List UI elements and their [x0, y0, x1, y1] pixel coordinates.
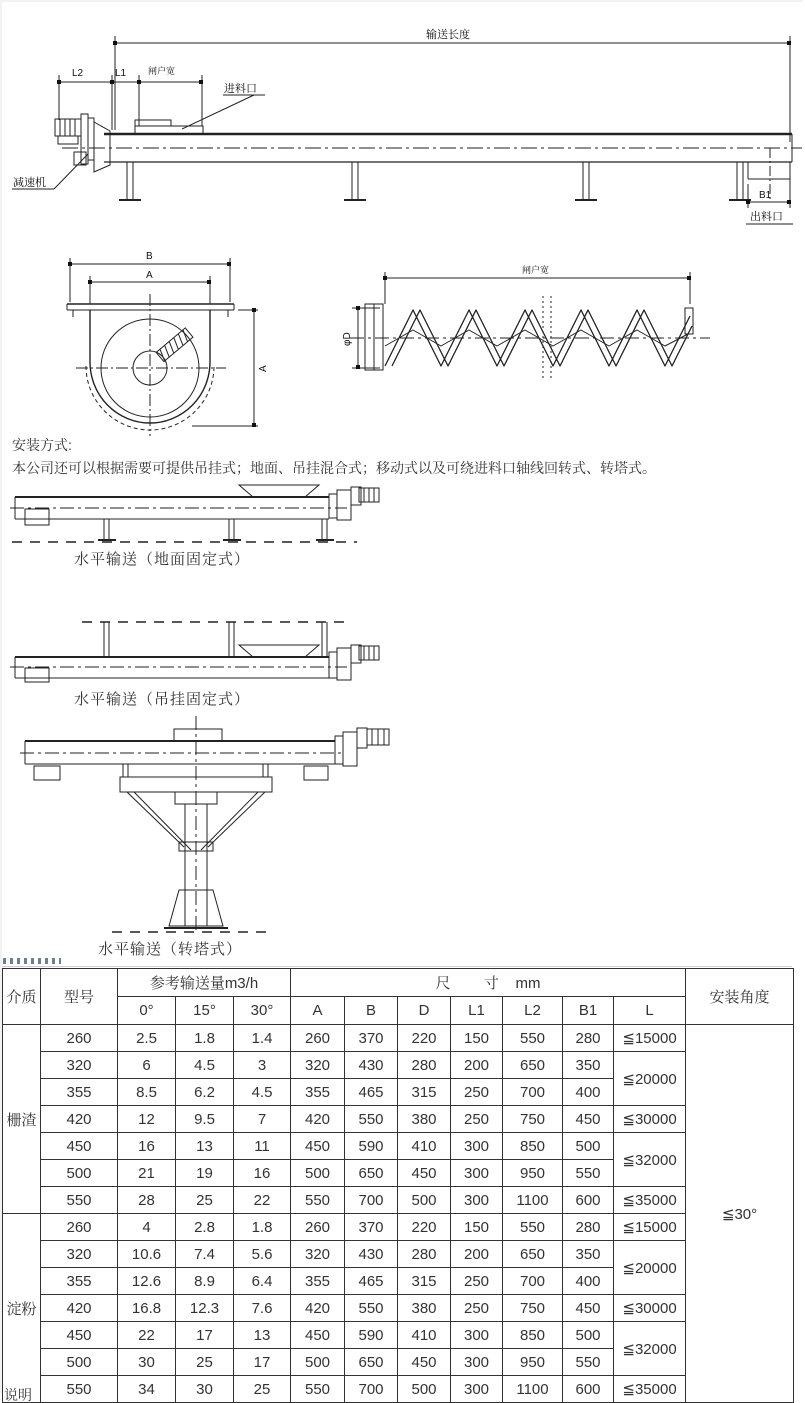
- cell-B1: 550: [563, 1349, 614, 1376]
- header-dim-B1: B1: [563, 997, 614, 1025]
- cell-L: ≦20000: [614, 1052, 686, 1106]
- cell-D: 450: [398, 1160, 451, 1187]
- dimension-markers: [68, 262, 256, 427]
- clipped-text-artifact: [3, 958, 61, 964]
- header-dim-L: L: [614, 997, 686, 1025]
- cell-L2: 750: [503, 1295, 563, 1322]
- cell-A: 355: [291, 1268, 345, 1295]
- label-inlet: 进料口: [224, 83, 257, 95]
- cell-A: 420: [291, 1106, 345, 1133]
- cell-B: 550: [345, 1106, 398, 1133]
- cell-L2: 850: [503, 1322, 563, 1349]
- cell-q0: 10.6: [118, 1241, 176, 1268]
- cell-A: 320: [291, 1052, 345, 1079]
- cell-B: 430: [345, 1052, 398, 1079]
- cell-q0: 8.5: [118, 1079, 176, 1106]
- spec-table-header: [3, 969, 794, 1025]
- cell-D: 315: [398, 1079, 451, 1106]
- cell-B: 465: [345, 1079, 398, 1106]
- tube-outline: [62, 120, 802, 162]
- cell-q30: 1.8: [234, 1214, 291, 1241]
- cell-B: 700: [345, 1187, 398, 1214]
- cell-B1: 600: [563, 1187, 614, 1214]
- cell-L1: 300: [451, 1160, 503, 1187]
- cell-D: 280: [398, 1052, 451, 1079]
- header-dim-L2: L2: [503, 997, 563, 1025]
- cell-B: 700: [345, 1376, 398, 1403]
- dim-label-a-top: A: [146, 270, 153, 281]
- cell-q30: 16: [234, 1160, 291, 1187]
- cell-model: 320: [41, 1052, 118, 1079]
- cell-B: 550: [345, 1295, 398, 1322]
- cell-A: 260: [291, 1214, 345, 1241]
- cell-B1: 280: [563, 1214, 614, 1241]
- cell-L: ≦32000: [614, 1322, 686, 1376]
- cell-L: ≦15000: [614, 1025, 686, 1052]
- cell-model: 355: [41, 1079, 118, 1106]
- cell-q30: 5.6: [234, 1241, 291, 1268]
- cell-L: ≦15000: [614, 1214, 686, 1241]
- cell-B: 590: [345, 1322, 398, 1349]
- cell-L2: 750: [503, 1106, 563, 1133]
- cell-L1: 300: [451, 1133, 503, 1160]
- cell-A: 500: [291, 1160, 345, 1187]
- cell-q15: 1.8: [176, 1025, 234, 1052]
- header-dim-A: A: [291, 997, 345, 1025]
- table-row: [3, 1241, 794, 1268]
- cell-angle: ≦30°: [686, 1025, 794, 1403]
- screw-body: [350, 296, 710, 381]
- header-angle: 安装角度: [686, 969, 794, 1025]
- divider-line: [2, 966, 792, 967]
- cell-L2: 650: [503, 1241, 563, 1268]
- cell-q30: 7.6: [234, 1295, 291, 1322]
- cell-q15: 2.8: [176, 1214, 234, 1241]
- cell-A: 450: [291, 1133, 345, 1160]
- support-legs: [119, 162, 751, 200]
- cell-B1: 600: [563, 1376, 614, 1403]
- install-method-description: 本公司还可以根据需要可提供吊挂式；地面、吊挂混合式；移动式以及可绕进料口轴线回转式、转塔式。: [12, 460, 656, 476]
- cell-model: 260: [41, 1025, 118, 1052]
- cell-L1: 150: [451, 1025, 503, 1052]
- spec-table-container: [2, 968, 794, 1403]
- cell-B1: 500: [563, 1133, 614, 1160]
- cell-q15: 25: [176, 1187, 234, 1214]
- cell-A: 450: [291, 1322, 345, 1349]
- cell-L2: 1100: [503, 1187, 563, 1214]
- cell-model: 260: [41, 1214, 118, 1241]
- dim-label-l1: L1: [115, 68, 127, 79]
- cell-model: 450: [41, 1133, 118, 1160]
- table-row: [3, 1295, 794, 1322]
- cell-D: 380: [398, 1106, 451, 1133]
- main-side-view-drawing: [2, 2, 805, 236]
- cell-q15: 9.5: [176, 1106, 234, 1133]
- cell-B: 370: [345, 1025, 398, 1052]
- cell-L: ≦32000: [614, 1133, 686, 1187]
- cell-L2: 700: [503, 1268, 563, 1295]
- cell-L: ≦35000: [614, 1376, 686, 1403]
- cell-A: 320: [291, 1241, 345, 1268]
- caption-ground-fixed: 水平输送（地面固定式）: [74, 551, 251, 568]
- cell-model: 320: [41, 1241, 118, 1268]
- dim-label-b: B: [146, 251, 153, 262]
- cell-q0: 16.8: [118, 1295, 176, 1322]
- cell-B1: 280: [563, 1025, 614, 1052]
- cell-L2: 550: [503, 1025, 563, 1052]
- cell-q15: 4.5: [176, 1052, 234, 1079]
- table-row: [3, 1106, 794, 1133]
- cell-L1: 300: [451, 1349, 503, 1376]
- diagram-ground-fixed: [7, 484, 427, 548]
- caption-turret: 水平输送（转塔式）: [98, 941, 243, 958]
- cell-q0: 12.6: [118, 1268, 176, 1295]
- cell-q15: 30: [176, 1376, 234, 1403]
- header-capacity-15: 15°: [176, 997, 234, 1025]
- cell-q30: 11: [234, 1133, 291, 1160]
- header-medium: 介质: [3, 969, 41, 1025]
- cell-q30: 4.5: [234, 1079, 291, 1106]
- cell-D: 410: [398, 1322, 451, 1349]
- install-method-heading: 安装方式:: [12, 437, 72, 453]
- cell-medium: 淀粉: [3, 1214, 41, 1403]
- cell-D: 220: [398, 1025, 451, 1052]
- cell-model: 500: [41, 1349, 118, 1376]
- dim-label-a-side: A: [258, 365, 269, 372]
- cell-D: 315: [398, 1268, 451, 1295]
- cell-L: ≦30000: [614, 1295, 686, 1322]
- dim-label-b1: B1: [759, 190, 772, 201]
- leader-lines: [12, 95, 793, 224]
- cell-A: 550: [291, 1187, 345, 1214]
- cell-D: 380: [398, 1295, 451, 1322]
- dim-label-total-length: 输送长度: [426, 29, 470, 41]
- cell-q0: 34: [118, 1376, 176, 1403]
- cell-L2: 550: [503, 1214, 563, 1241]
- cell-q0: 22: [118, 1322, 176, 1349]
- cell-L1: 250: [451, 1268, 503, 1295]
- cell-B1: 450: [563, 1295, 614, 1322]
- cell-q30: 13: [234, 1322, 291, 1349]
- cell-q15: 25: [176, 1349, 234, 1376]
- dimension-lines: [59, 36, 790, 208]
- table-row: [3, 1052, 794, 1079]
- dim-label-screw-length: 闸户宽: [522, 265, 550, 275]
- diagram-hanging-fixed: [7, 600, 427, 688]
- cell-D: 410: [398, 1133, 451, 1160]
- header-dim-L1: L1: [451, 997, 503, 1025]
- cell-L2: 1100: [503, 1376, 563, 1403]
- cell-q0: 4: [118, 1214, 176, 1241]
- screw-shaft-hatch: [156, 328, 193, 362]
- cell-q15: 7.4: [176, 1241, 234, 1268]
- cell-B1: 350: [563, 1241, 614, 1268]
- cell-B1: 500: [563, 1322, 614, 1349]
- cell-model: 355: [41, 1268, 118, 1295]
- cell-B: 650: [345, 1349, 398, 1376]
- spec-table: [2, 968, 794, 1403]
- dim-label-diameter: φD: [342, 332, 353, 346]
- cross-section-drawing: [42, 240, 292, 440]
- cell-A: 550: [291, 1376, 345, 1403]
- header-dim-B: B: [345, 997, 398, 1025]
- header-model: 型号: [41, 969, 118, 1025]
- cell-model: 420: [41, 1295, 118, 1322]
- cell-q15: 13: [176, 1133, 234, 1160]
- cell-B: 370: [345, 1214, 398, 1241]
- cell-B1: 450: [563, 1106, 614, 1133]
- spec-table-body: [3, 1025, 794, 1403]
- cell-B1: 400: [563, 1079, 614, 1106]
- cell-q15: 6.2: [176, 1079, 234, 1106]
- cell-q15: 17: [176, 1322, 234, 1349]
- header-capacity-group: 参考输送量m3/h: [118, 969, 291, 997]
- table-row: [3, 1322, 794, 1349]
- cell-D: 500: [398, 1376, 451, 1403]
- cell-L1: 150: [451, 1214, 503, 1241]
- cell-L1: 200: [451, 1241, 503, 1268]
- cell-L: ≦30000: [614, 1106, 686, 1133]
- drive-assembly: [55, 114, 110, 172]
- cell-A: 260: [291, 1025, 345, 1052]
- diagram-turret: [12, 714, 432, 938]
- header-capacity-30: 30°: [234, 997, 291, 1025]
- cell-q0: 30: [118, 1349, 176, 1376]
- header-dim-D: D: [398, 997, 451, 1025]
- cell-model: 420: [41, 1106, 118, 1133]
- cell-B: 465: [345, 1268, 398, 1295]
- cell-B1: 400: [563, 1268, 614, 1295]
- cell-D: 280: [398, 1241, 451, 1268]
- cell-q0: 28: [118, 1187, 176, 1214]
- cell-B1: 550: [563, 1160, 614, 1187]
- table-row: [3, 1376, 794, 1403]
- cell-q0: 21: [118, 1160, 176, 1187]
- table-row: [3, 1025, 794, 1052]
- cell-q0: 2.5: [118, 1025, 176, 1052]
- cell-q30: 17: [234, 1349, 291, 1376]
- cell-L2: 950: [503, 1349, 563, 1376]
- header-capacity-0: 0°: [118, 997, 176, 1025]
- cell-L1: 300: [451, 1376, 503, 1403]
- cell-L1: 250: [451, 1106, 503, 1133]
- label-reducer: 减速机: [13, 177, 46, 189]
- cell-q0: 16: [118, 1133, 176, 1160]
- cell-A: 500: [291, 1349, 345, 1376]
- cell-D: 450: [398, 1349, 451, 1376]
- cell-q15: 12.3: [176, 1295, 234, 1322]
- cell-D: 220: [398, 1214, 451, 1241]
- cell-q30: 1.4: [234, 1025, 291, 1052]
- cell-q30: 7: [234, 1106, 291, 1133]
- cell-L1: 250: [451, 1295, 503, 1322]
- cell-L1: 250: [451, 1079, 503, 1106]
- cell-L2: 850: [503, 1133, 563, 1160]
- cell-q0: 12: [118, 1106, 176, 1133]
- cell-D: 500: [398, 1187, 451, 1214]
- cell-medium: 栅渣: [3, 1025, 41, 1214]
- table-row: [3, 1133, 794, 1160]
- cell-model: 450: [41, 1322, 118, 1349]
- cell-q30: 22: [234, 1187, 291, 1214]
- dim-label-inlet-width: 闸户宽: [148, 66, 176, 76]
- cell-L: ≦20000: [614, 1241, 686, 1295]
- header-dims-group: 尺 寸 mm: [291, 969, 686, 997]
- cell-q30: 6.4: [234, 1268, 291, 1295]
- table-row: [3, 1187, 794, 1214]
- cell-q30: 3: [234, 1052, 291, 1079]
- cell-model: 550: [41, 1187, 118, 1214]
- cell-L2: 950: [503, 1160, 563, 1187]
- cell-L2: 700: [503, 1079, 563, 1106]
- clipped-footer-label: 说明: [4, 1387, 32, 1403]
- cell-L: ≦35000: [614, 1187, 686, 1214]
- cell-B: 590: [345, 1133, 398, 1160]
- cell-B: 650: [345, 1160, 398, 1187]
- cell-A: 355: [291, 1079, 345, 1106]
- screw-section-drawing: [340, 246, 720, 394]
- cell-q30: 25: [234, 1376, 291, 1403]
- cell-L1: 200: [451, 1052, 503, 1079]
- cell-L1: 300: [451, 1322, 503, 1349]
- caption-hanging-fixed: 水平输送（吊挂固定式）: [74, 691, 251, 708]
- cell-B: 430: [345, 1241, 398, 1268]
- cell-A: 420: [291, 1295, 345, 1322]
- cell-B1: 350: [563, 1052, 614, 1079]
- cell-model: 500: [41, 1160, 118, 1187]
- label-outlet: 出料口: [750, 211, 783, 223]
- dim-label-l2: L2: [72, 68, 84, 79]
- cell-model: 550: [41, 1376, 118, 1403]
- cell-L2: 650: [503, 1052, 563, 1079]
- cell-L1: 300: [451, 1187, 503, 1214]
- table-row: [3, 1214, 794, 1241]
- cell-q0: 6: [118, 1052, 176, 1079]
- cell-q15: 8.9: [176, 1268, 234, 1295]
- cell-q15: 19: [176, 1160, 234, 1187]
